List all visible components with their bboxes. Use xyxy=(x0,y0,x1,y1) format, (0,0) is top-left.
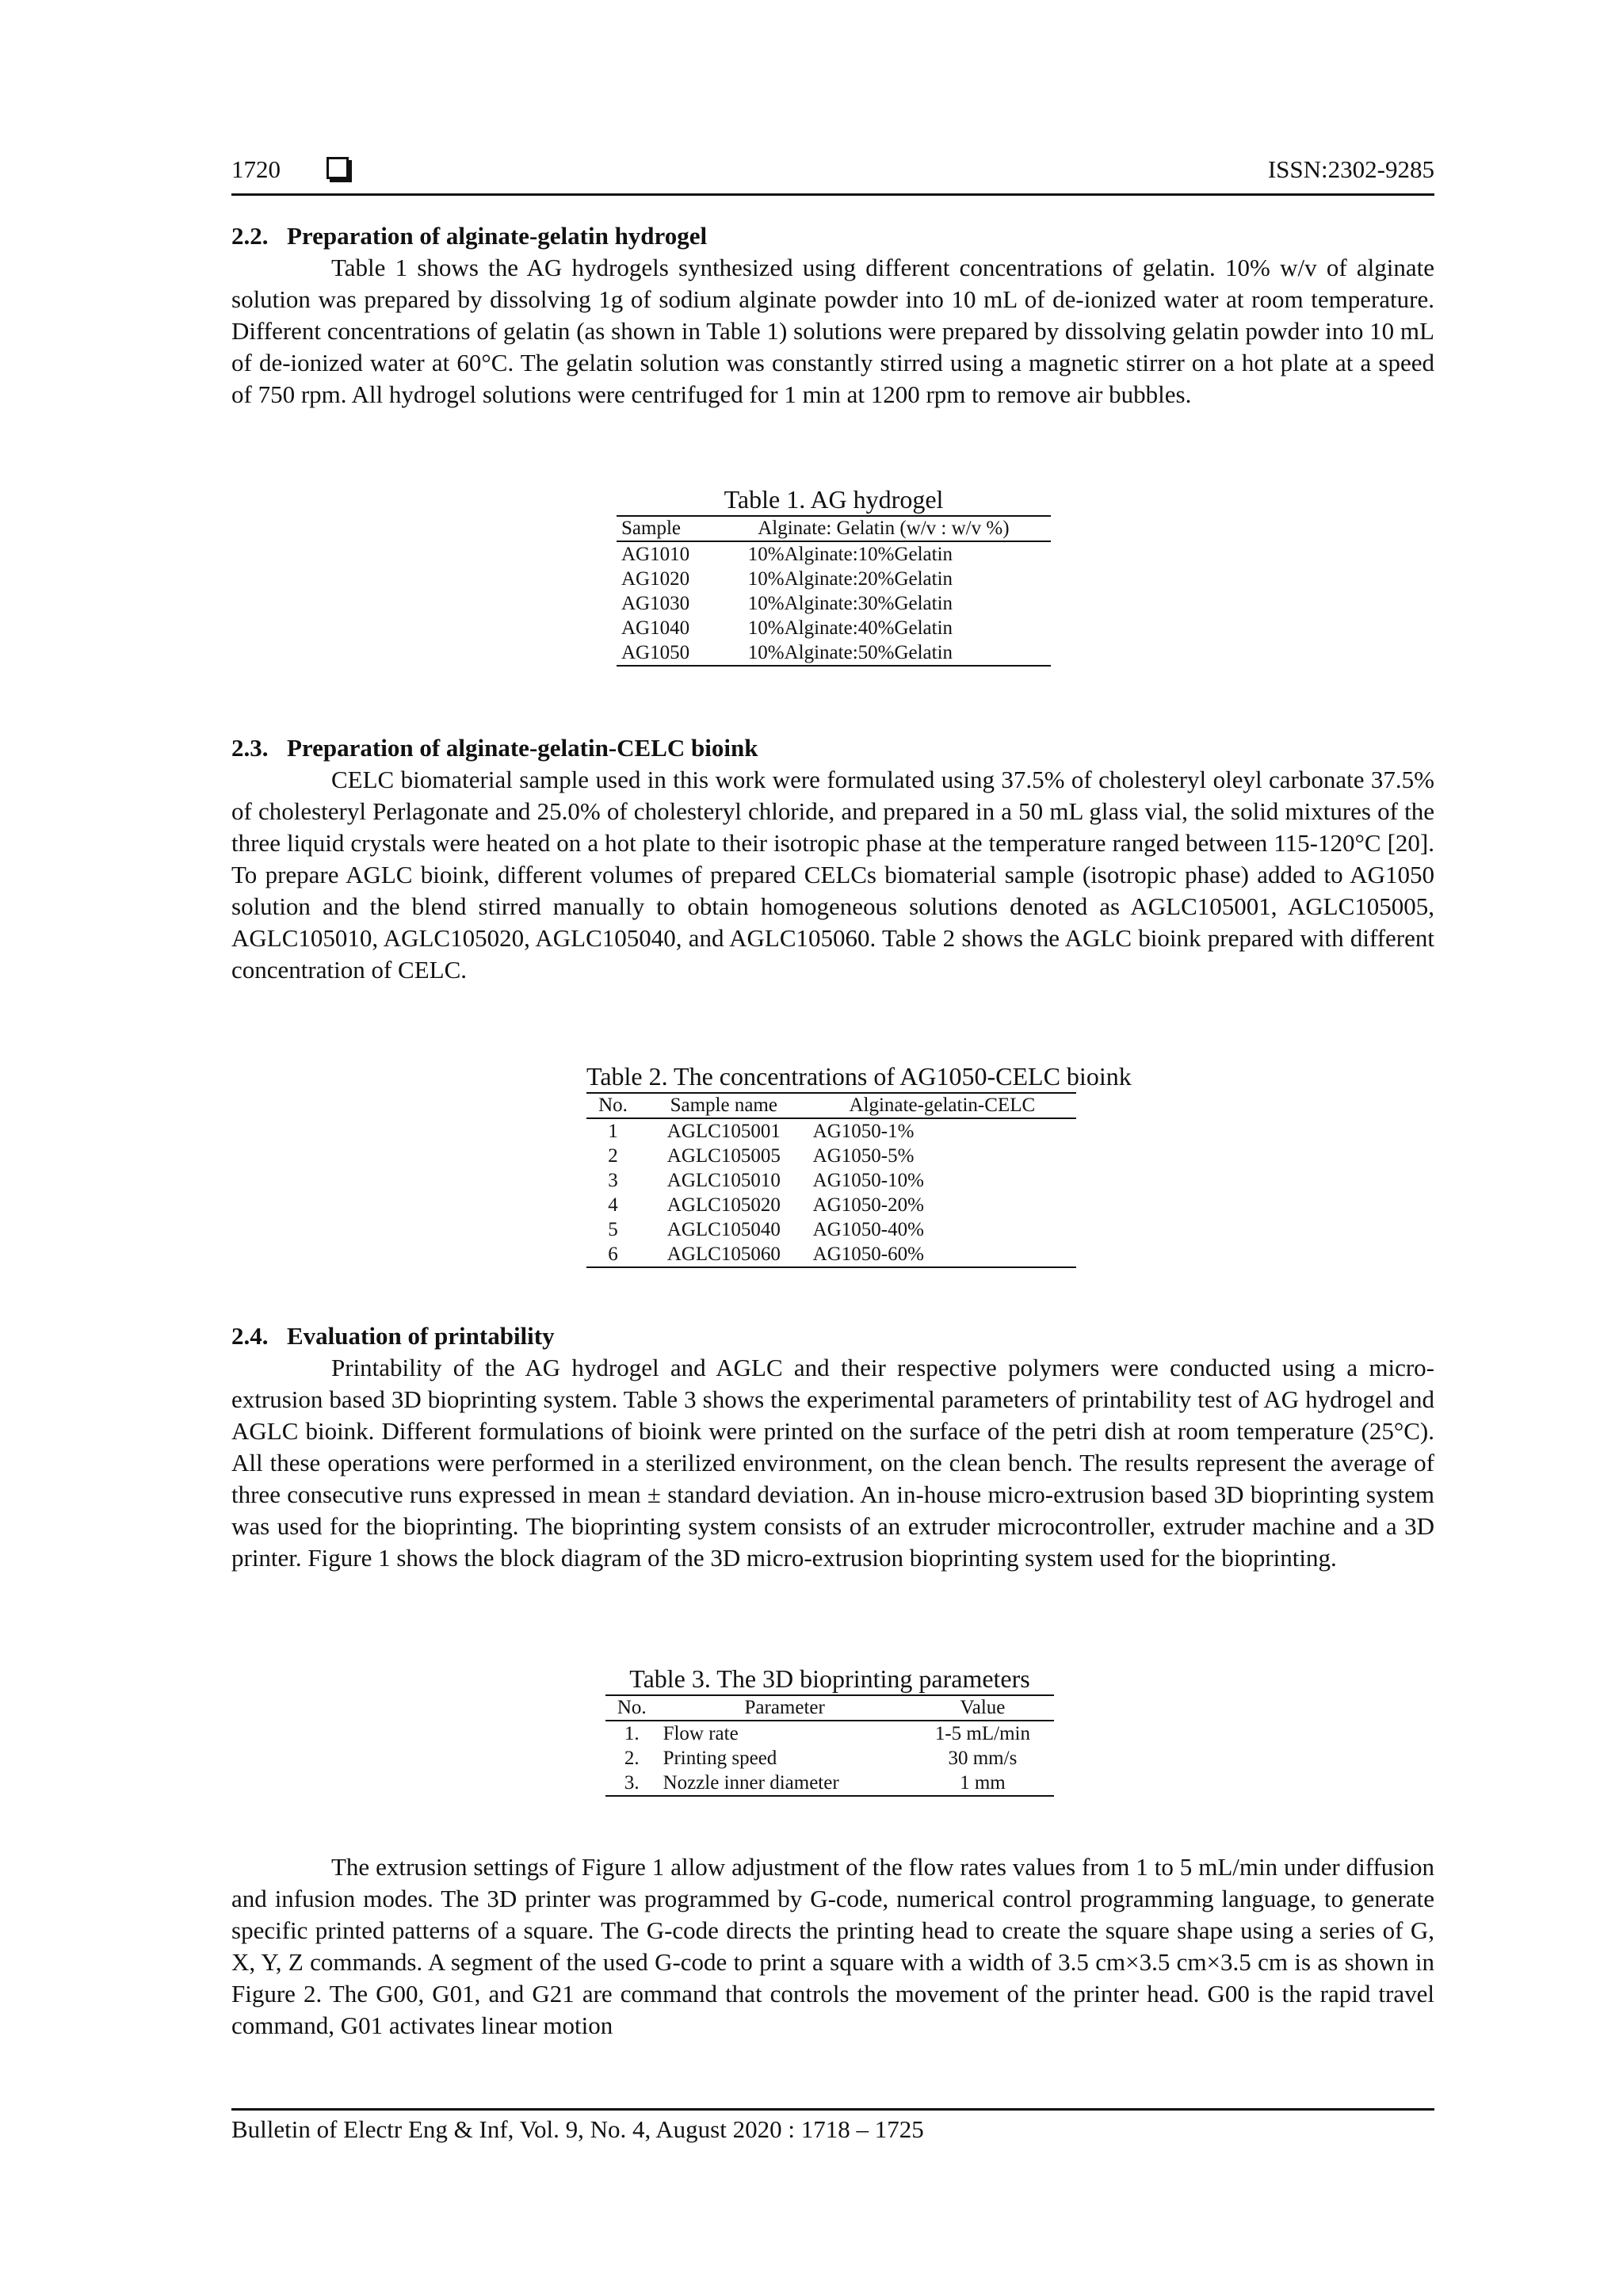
section-heading: 2.2. Preparation of alginate-gelatin hydrogel xyxy=(231,222,708,250)
section-2-3 xyxy=(231,732,1434,986)
paragraph: Table 1 shows the AG hydrogels synthesized using different concentrations of gelatin. 10% w/v of alginate solution was prepared by dissolving 1g of sodium alginate powder into 10 mL of de-ionized water at room temperature. Different concentrations of gelatin (as shown in Table 1) solutions were prepared by dissolving gelatin powder into 10 mL of de-ionized water at 60°C. The gelatin solution was constantly stirred using a magnetic stirrer on a hot plate at a speed of 750 rpm. All hydrogel solutions were centrifuged for 1 min at 1200 rpm to remove air bubbles. xyxy=(231,254,1434,408)
table-header: Value xyxy=(911,1695,1054,1721)
section-heading: 2.3. Preparation of alginate-gelatin-CELC bioink xyxy=(231,734,758,762)
issn: ISSN:2302-9285 xyxy=(1267,155,1434,183)
table-row: 3. Nozzle inner diameter 1 mm xyxy=(605,1771,1054,1796)
table-header: No. xyxy=(586,1093,640,1118)
table-row: 1 AGLC105001 AG1050-1% xyxy=(608,1121,915,1142)
checkbox-square-icon xyxy=(327,157,349,179)
table-header: Sample name xyxy=(640,1093,808,1118)
section-2-4 xyxy=(231,1320,1434,1574)
table-header: Parameter xyxy=(659,1695,911,1721)
section-2-4-continued xyxy=(231,1851,1434,2042)
paragraph: CELC biomaterial sample used in this work were formulated using 37.5% of cholesteryl oleyl carbonate 37.5% of cholesteryl Perlagonate and 25.0% of cholesteryl chloride, and prepared in a 50 mL glass vial, the solid mixtures of the three liquid crystals were heated on a hot plate to their isotropic phase at the temperature ranged between 115-120°C [20]. To prepare AGLC bioink, different volumes of prepared CELCs biomaterial sample (isotropic phase) added to AG1050 solution and the blend stirred manually to obtain homogeneous solutions denoted as AGLC105001, AGLC105005, AGLC105010, AGLC105020, AGLC105040, and AGLC105060. Table 2 shows the AGLC bioink prepared with different concentration of CELC. xyxy=(231,766,1434,984)
table-row: 2. Printing speed 30 mm/s xyxy=(624,1748,1018,1769)
paragraph: The extrusion settings of Figure 1 allow adjustment of the flow rates values from 1 to 5 mL/min under diffusion and infusion modes. The 3D printer was programmed by G-code, numerical control programming language, to generate specific printed patterns of a square. The G-code directs the printing head to create the square shape using a series of G, X, Y, Z commands. A segment of the used G-code to print a square with a width of 3.5 cm×3.5 cm×3.5 cm is as shown in Figure 2. The G00, G01, and G21 are command that controls the movement of the printer head. G00 is the rapid travel command, G01 activates linear motion xyxy=(231,1853,1434,2039)
table-caption: Table 1. AG hydrogel xyxy=(724,485,944,514)
table-header: Alginate: Gelatin (w/v : w/v %) xyxy=(716,516,1051,541)
page-header xyxy=(231,152,1434,196)
table-header: Alginate-gelatin-CELC xyxy=(808,1093,1076,1118)
paragraph: Printability of the AG hydrogel and AGLC and their respective polymers were conducted using a micro-extrusion based 3D bioprinting system. Table 3 shows the experimental parameters of printability test of AG hydrogel and AGLC bioink. Different formulations of bioink were printed on the surface of the petri dish at room temperature (25°C). All these operations were performed in a sterilized environment, on the clean bench. The results represent the average of three consecutive runs expressed in mean ± standard deviation. An in-house micro-extrusion based 3D bioprinting system was used for the bioprinting. The bioprinting system consists of an extruder microcontroller, extruder machine and a 3D printer. Figure 1 shows the block diagram of the 3D micro-extrusion bioprinting system used for the bioprinting. xyxy=(231,1354,1434,1572)
table-row: 3 AGLC105010 AG1050-10% xyxy=(608,1170,924,1191)
table-caption: Table 3. The 3D bioprinting parameters xyxy=(629,1664,1030,1693)
table-row: AG1050 10%Alginate:50%Gelatin xyxy=(617,640,1051,666)
table-row: AG1020 10%Alginate:20%Gelatin xyxy=(621,568,953,590)
table-2 xyxy=(586,1060,1132,1268)
table-row: 6 AGLC105060 AG1050-60% xyxy=(586,1242,1076,1267)
journal-citation: Bulletin of Electr Eng & Inf, Vol. 9, No. 4, August 2020 : 1718 – 1725 xyxy=(231,2115,924,2143)
table-row: AG1030 10%Alginate:30%Gelatin xyxy=(621,593,953,614)
table-row: 2 AGLC105005 AG1050-5% xyxy=(608,1145,915,1167)
table-row: AG1010 10%Alginate:10%Gelatin xyxy=(621,544,953,565)
section-2-2 xyxy=(231,220,1434,411)
table-header: No. xyxy=(605,1695,659,1721)
table-row: 5 AGLC105040 AG1050-40% xyxy=(608,1219,924,1240)
table-3 xyxy=(605,1663,1054,1797)
table-header: Sample xyxy=(617,516,716,541)
table-row: 1. Flow rate 1-5 mL/min xyxy=(624,1723,1030,1744)
table-row: AG1040 10%Alginate:40%Gelatin xyxy=(621,617,953,639)
table-row: 4 AGLC105020 AG1050-20% xyxy=(608,1194,924,1216)
table-caption: Table 2. The concentrations of AG1050-CELC bioink xyxy=(586,1062,1132,1091)
page-footer xyxy=(231,2108,1434,2144)
page-number: 1720 xyxy=(231,155,281,183)
table-1 xyxy=(617,483,1051,667)
section-heading: 2.4. Evaluation of printability xyxy=(231,1322,555,1350)
